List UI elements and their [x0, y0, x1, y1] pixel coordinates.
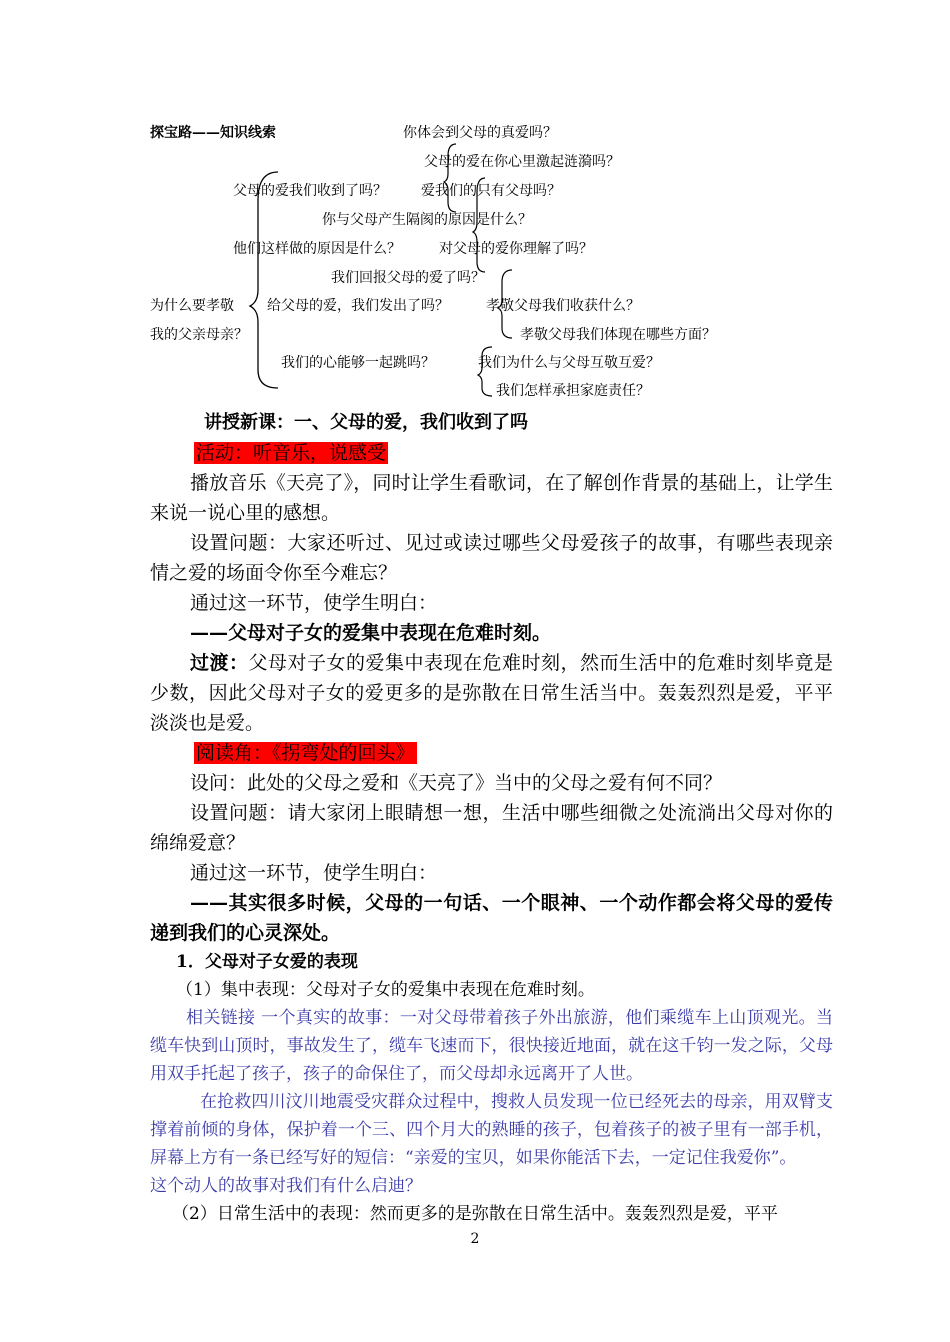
mindmap-braces: [0, 0, 950, 400]
mindmap-node: 孝敬父母我们体现在哪些方面？: [520, 327, 716, 343]
subsection: （2）日常生活中的表现：然而更多的是弥散在日常生活中。轰轰烈烈是爱，平平: [172, 1204, 778, 1224]
mindmap-node: 我们为什么与父母互敬互爱？: [478, 355, 660, 371]
paragraph: [150, 648, 833, 738]
mindmap-node: 他们这样做的原因是什么？: [233, 241, 401, 257]
paragraph: 设问：此处的父母之爱和《天亮了》当中的父母之爱有何不同？: [190, 772, 723, 794]
paragraph: 设置问题：请大家闭上眼睛想一想，生活中哪些细微之处流淌出父母对你的绵绵爱意？: [150, 802, 833, 854]
related-link-story: 在抢救四川汶川地震受灾群众过程中，搜救人员发现一位已经死去的母亲，用双臂支撑着前倾的身体，保护着一个三、四个月大的熟睡的孩子，包着孩子的被子里有一部手机，屏幕上方有一条已经写好的短信：“亲爱的宝贝，如果你能活下去，一定记住我爱你”。: [150, 1092, 833, 1168]
activity-label: 活动：听音乐，说感受: [196, 442, 387, 464]
mindmap-node: 我们的心能够一起跳吗？: [281, 355, 435, 371]
mindmap-node: 你体会到父母的真爱吗？: [403, 125, 557, 141]
mindmap-node: 我们怎样承担家庭责任？: [496, 383, 650, 399]
mindmap-root: 为什么要孝敬: [150, 298, 234, 314]
subsection: （1）集中表现：父母对子女的爱集中表现在危难时刻。: [176, 980, 595, 1000]
paragraph: 播放音乐《天亮了》，同时让学生看歌词，在了解创作背景的基础上，让学生来说一说心里的感想。: [150, 472, 833, 524]
mindmap-node: 给父母的爱，我们发出了吗？: [267, 298, 449, 314]
key-point: ——父母对子女的爱集中表现在危难时刻。: [190, 622, 552, 644]
mindmap-title: 探宝路——知识线索: [150, 125, 276, 141]
paragraph: 通过这一环节，使学生明白：: [190, 862, 438, 884]
related-link-question: 这个动人的故事对我们有什么启迪？: [150, 1176, 422, 1196]
key-point: ——其实很多时候，父母的一句话、一个眼神、一个动作都会将父母的爱传递到我们的心灵深处。: [150, 892, 833, 944]
mindmap-node: 父母的爱我们收到了吗？: [233, 183, 387, 199]
related-link-story: 相关链接 一个真实的故事：一对父母带着孩子外出旅游，他们乘缆车上山顶观光。当缆车快到山顶时，事故发生了，缆车飞速而下，很快接近地面，就在这千钧一发之际，父母用双手托起了孩子，孩子的命保住了，而父母却永远离开了人世。: [150, 1008, 833, 1084]
mindmap-root: 我的父亲母亲？: [150, 327, 248, 343]
mindmap-node: 父母的爱在你心里激起涟漪吗？: [424, 154, 620, 170]
paragraph: 设置问题：大家还听过、见过或读过哪些父母爱孩子的故事，有哪些表现亲情之爱的场面令你至今难忘？: [150, 532, 833, 584]
page-number: 2: [470, 1231, 480, 1247]
transition-label: 过渡：: [190, 652, 249, 674]
mindmap-node: 对父母的爱你理解了吗？: [439, 241, 593, 257]
paragraph: 通过这一环节，使学生明白：: [190, 592, 438, 614]
lesson-heading: 讲授新课：一、父母的爱，我们收到了吗: [204, 412, 528, 433]
mindmap-node: 我们回报父母的爱了吗？: [331, 270, 485, 286]
reading-corner-label: 阅读角：《拐弯处的回头》: [196, 742, 415, 764]
section-heading: 1．父母对子女爱的表现: [176, 952, 358, 972]
mindmap-node: 你与父母产生隔阂的原因是什么？: [322, 212, 532, 228]
mindmap-node: 孝敬父母我们收获什么？: [486, 298, 640, 314]
transition-text: 父母对子女的爱集中表现在危难时刻，然而生活中的危难时刻毕竟是少数，因此父母对子女的爱更多的是弥散在日常生活当中。轰轰烈烈是爱，平平淡淡也是爱。: [150, 652, 833, 734]
mindmap-node: 爱我们的只有父母吗？: [421, 183, 561, 199]
lesson-body: [150, 408, 833, 1228]
